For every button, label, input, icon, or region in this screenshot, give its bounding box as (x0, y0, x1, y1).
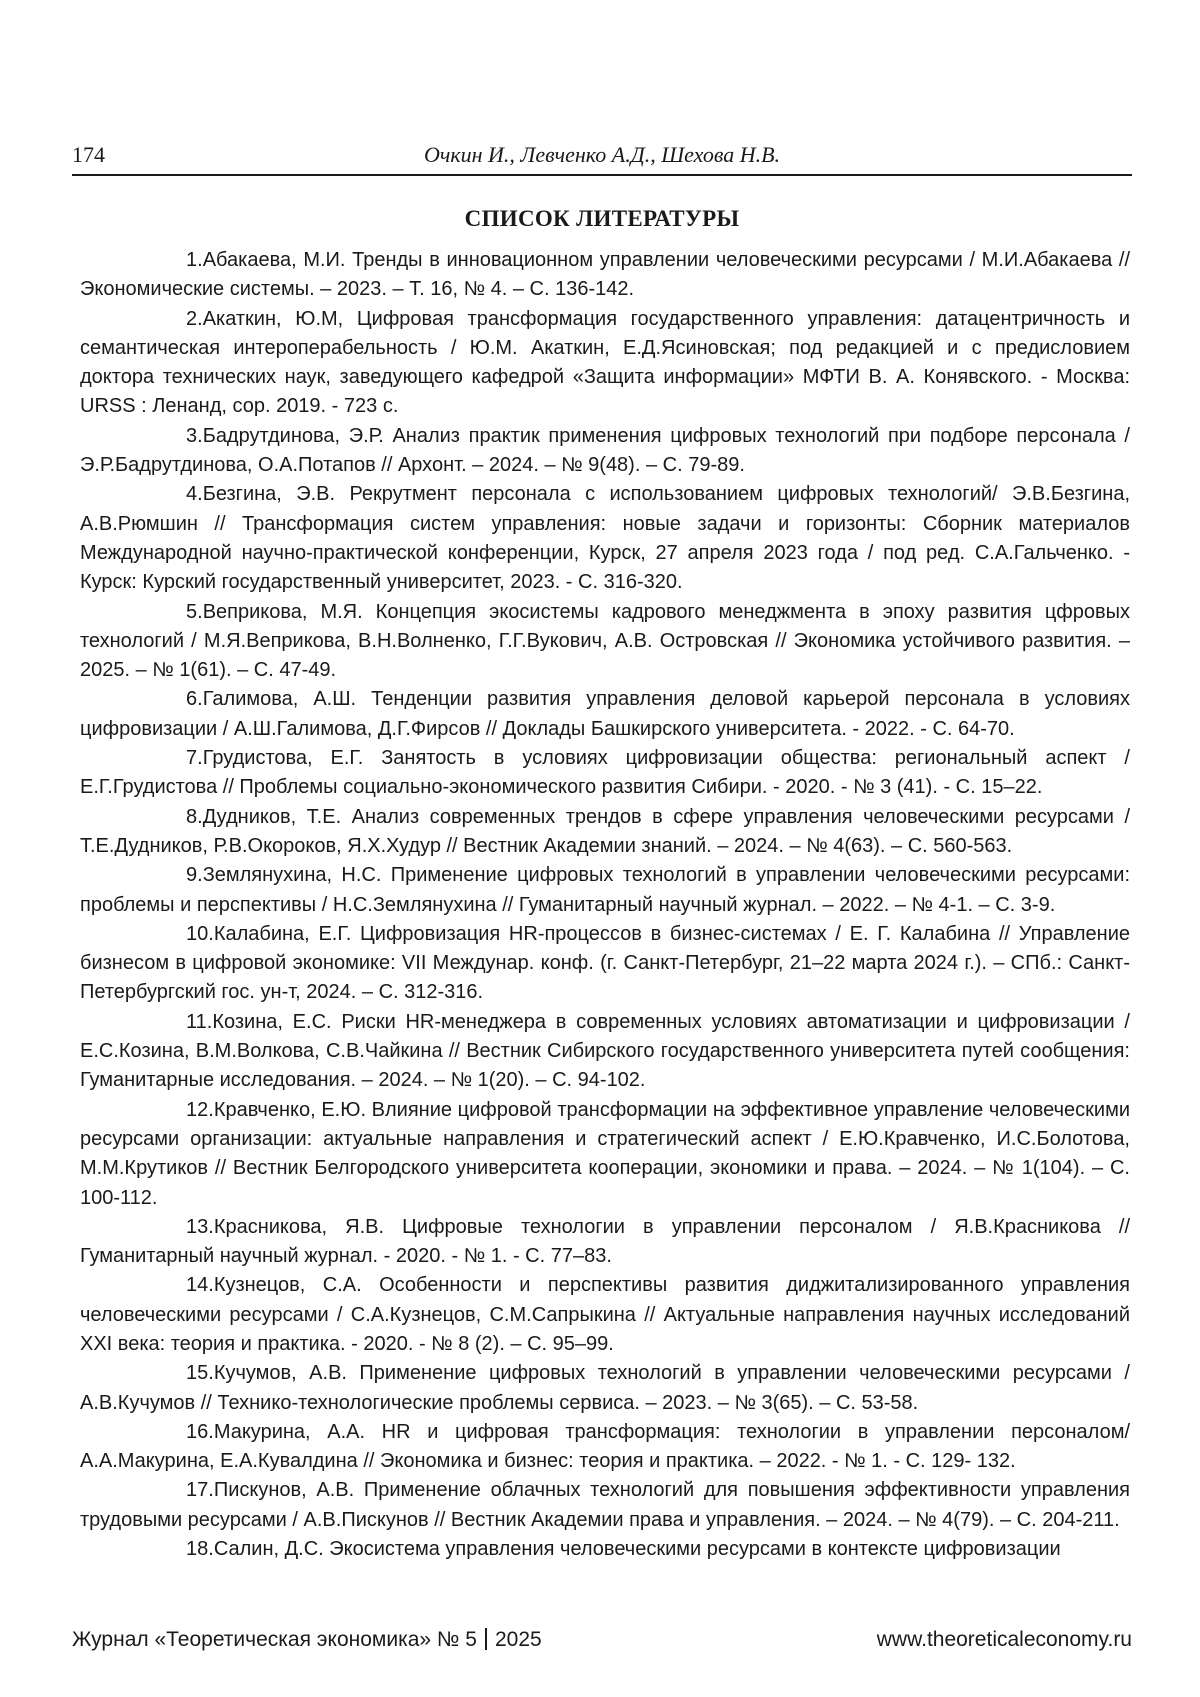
reference-item (80, 1271, 1130, 1359)
reference-number: 17. (133, 1476, 214, 1505)
reference-text: Красникова, Я.В. Цифровые технологии в управлении персоналом / Я.В.Красникова // Гуманитарный научный журнал. - 2020. - № 1. - С. 77–83. (80, 1216, 1130, 1267)
reference-text: Акаткин, Ю.М, Цифровая трансформация государственного управления: датацентричность и семантическая интероперабельность / Ю.М. Акаткин, Е.Д.Ясиновская; под редакцией и с предисловием доктора технических наук, заведующего кафедрой «Защита информации» МФТИ В. А. Конявского. - Москва: URSS : Ленанд, сор. 2019. - 723 с. (80, 308, 1130, 418)
reference-text: Бадрутдинова, Э.Р. Анализ практик применения цифровых технологий при подборе персонала / Э.Р.Бадрутдинова, О.А.Потапов // Архонт. – 2024. – № 9(48). – С. 79-89. (80, 425, 1130, 476)
reference-number: 3. (133, 422, 203, 451)
reference-text: Кучумов, А.В. Применение цифровых технологий в управлении человеческими ресурсами / А.В.Кучумов // Технико-технологические проблемы сервиса. – 2023. – № 3(65). – С. 53-58. (80, 1362, 1130, 1413)
reference-item (80, 1008, 1130, 1096)
reference-number: 12. (133, 1096, 214, 1125)
reference-number: 6. (133, 685, 203, 714)
reference-item (80, 920, 1130, 1008)
reference-number: 13. (133, 1213, 214, 1242)
reference-item (80, 1535, 1130, 1564)
reference-number: 15. (133, 1359, 214, 1388)
reference-number: 11. (133, 1008, 212, 1037)
reference-item (80, 422, 1130, 481)
reference-number: 5. (133, 598, 203, 627)
reference-item (80, 1359, 1130, 1418)
reference-text: Землянухина, Н.С. Применение цифровых технологий в управлении человеческими ресурсами: проблемы и перспективы / Н.С.Землянухина // Гуманитарный научный журнал. – 2022. – № 4-1. – С. 3-9. (80, 864, 1130, 915)
reference-item (80, 246, 1130, 305)
reference-text: Салин, Д.С. Экосистема управления человеческими ресурсами в контексте цифровизации (214, 1538, 1061, 1560)
footer-separator (485, 1628, 487, 1650)
reference-item (80, 480, 1130, 597)
reference-item (80, 1096, 1130, 1213)
reference-text: Козина, Е.С. Риски HR-менеджера в современных условиях автоматизации и цифровизации / Е.С.Козина, В.М.Волкова, С.В.Чайкина // Вестник Сибирского государственного университета путей сообщения: Гуманитарные исследования. – 2024. – № 1(20). – С. 94-102. (80, 1011, 1130, 1092)
journal-website-link[interactable]: www.theoreticaleconomy.ru (877, 1628, 1132, 1652)
reference-text: Абакаева, М.И. Тренды в инновационном управлении человеческими ресурсами / М.И.Абакаева // Экономические системы. – 2023. – Т. 16, № 4. – С. 136-142. (80, 249, 1130, 300)
reference-text: Пискунов, А.В. Применение облачных технологий для повышения эффективности управления трудовыми ресурсами / А.В.Пискунов // Вестник Академии права и управления. – 2024. – № 4(79). – С. 204-211. (80, 1479, 1130, 1530)
reference-item (80, 1418, 1130, 1477)
reference-item (80, 1476, 1130, 1535)
reference-number: 10. (133, 920, 214, 949)
reference-item (80, 861, 1130, 920)
reference-text: Кравченко, Е.Ю. Влияние цифровой трансформации на эффективное управление человеческими ресурсами организации: актуальные направления и стратегический аспект / Е.Ю.Кравченко, И.С.Болотова, М.М.Крутиков // Вестник Белгородского университета кооперации, экономики и права. – 2024. – № 1(104). – С. 100-112. (80, 1099, 1130, 1209)
reference-item (80, 685, 1130, 744)
page-header (72, 142, 1132, 176)
reference-number: 2. (133, 305, 203, 334)
reference-item (80, 1213, 1130, 1272)
page-number: 174 (72, 142, 105, 168)
reference-text: Дудников, Т.Е. Анализ современных трендов в сфере управления человеческими ресурсами / Т.Е.Дудников, Р.В.Окороков, Я.Х.Худур // Вестник Академии знаний. – 2024. – № 4(63). – С. 560-563. (80, 806, 1130, 857)
reference-number: 4. (133, 480, 203, 509)
reference-number: 14. (133, 1271, 214, 1300)
reference-item (80, 803, 1130, 862)
reference-number: 16. (133, 1418, 214, 1447)
reference-text: Грудистова, Е.Г. Занятость в условиях цифровизации общества: региональный аспект / Е.Г.Грудистова // Проблемы социально-экономического развития Сибири. - 2020. - № 3 (41). - С. 15–22. (80, 747, 1130, 798)
journal-name: Журнал «Теоретическая экономика» № 5 (72, 1628, 477, 1651)
reference-text: Безгина, Э.В. Рекрутмент персонала с использованием цифровых технологий/ Э.В.Безгина, А.В.Рюмшин // Трансформация систем управления: новые задачи и горизонты: Сборник материалов Международной научно-практической конференции, Курск, 27 апреля 2023 года / под ред. С.А.Гальченко. - Курск: Курский государственный университет, 2023. - С. 316-320. (80, 483, 1130, 593)
running-title: Очкин И., Левченко А.Д., Шехова Н.В. (72, 142, 1132, 168)
reference-item (80, 744, 1130, 803)
journal-year: 2025 (495, 1628, 542, 1651)
reference-number: 9. (133, 861, 203, 890)
reference-number: 7. (133, 744, 203, 773)
reference-text: Кузнецов, С.А. Особенности и перспективы развития диджитализированного управления человеческими ресурсами / С.А.Кузнецов, С.М.Сапрыкина // Актуальные направления научных исследований XXI века: теория и практика. - 2020. - № 8 (2). – С. 95–99. (80, 1274, 1130, 1355)
reference-number: 1. (133, 246, 203, 275)
footer-journal-info (72, 1628, 542, 1652)
reference-list (80, 246, 1130, 1564)
reference-text: Веприкова, М.Я. Концепция экосистемы кадрового менеджмента в эпоху развития цфровых технологий / М.Я.Веприкова, В.Н.Волненко, Г.Г.Вукович, А.В. Островская // Экономика устойчивого развития. – 2025. – № 1(61). – С. 47-49. (80, 601, 1130, 682)
reference-number: 8. (133, 803, 203, 832)
reference-number: 18. (133, 1535, 214, 1564)
reference-item (80, 305, 1130, 422)
section-title: СПИСОК ЛИТЕРАТУРЫ (72, 206, 1132, 232)
reference-item (80, 598, 1130, 686)
reference-text: Макурина, А.А. HR и цифровая трансформация: технологии в управлении персоналом/ А.А.Макурина, Е.А.Кувалдина // Экономика и бизнес: теория и практика. – 2022. - № 1. - С. 129- 132. (80, 1421, 1130, 1472)
reference-text: Калабина, Е.Г. Цифровизация HR-процессов в бизнес-системах / Е. Г. Калабина // Управление бизнесом в цифровой экономике: VII Междунар. конф. (г. Санкт-Петербург, 21–22 марта 2024 г.). – СПб.: Санкт-Петербургский гос. ун-т, 2024. – С. 312-316. (80, 923, 1130, 1004)
reference-text: Галимова, А.Ш. Тенденции развития управления деловой карьерой персонала в условиях цифровизации / А.Ш.Галимова, Д.Г.Фирсов // Доклады Башкирского университета. - 2022. - С. 64-70. (80, 688, 1130, 739)
